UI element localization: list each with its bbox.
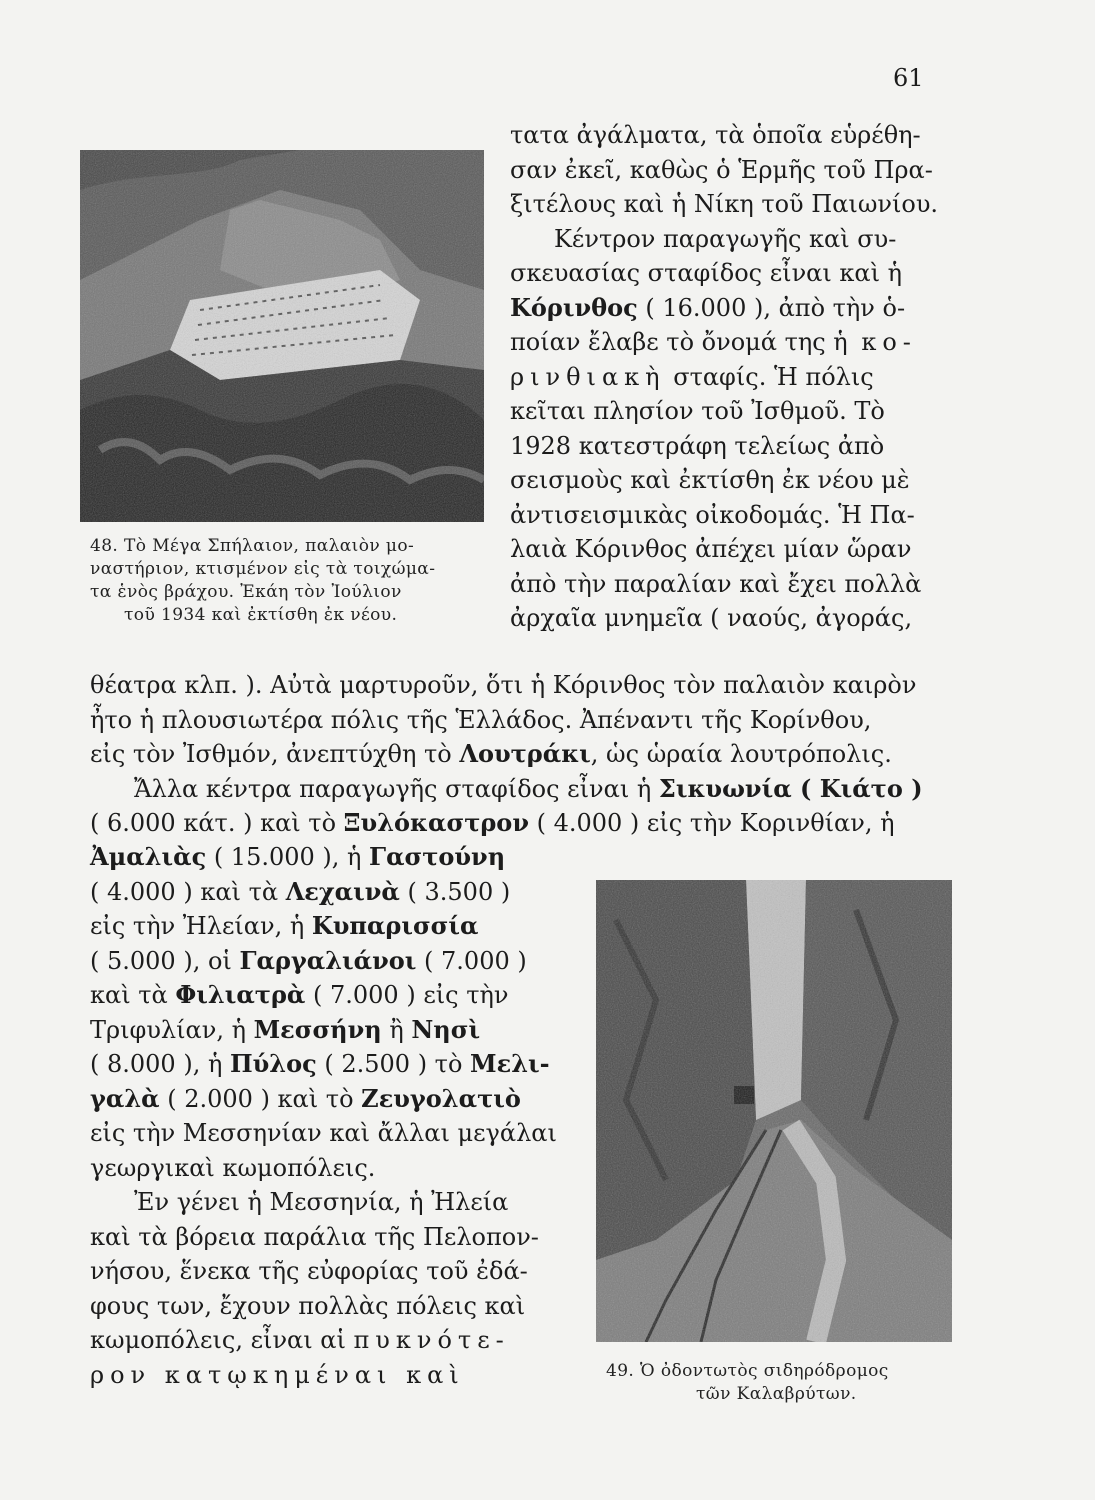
text-line: ( 4.000 ) καὶ τὰ Λεχαινὰ ( 3.500 ) (90, 876, 511, 906)
text-line: γεωργικαὶ κωμοπόλεις. (90, 1153, 376, 1182)
text-line: ξιτέλους καὶ ἡ Νίκη τοῦ Παιωνίου. (510, 190, 939, 218)
text-line: ἀντισεισμικὰς οἰκοδομάς. Ἡ Πα- (510, 500, 915, 529)
text-line: εἰς τὴν Ἠλείαν, ἡ Κυπαρισσία (90, 911, 479, 940)
place-name: Ζευγολατιὸ (361, 1083, 521, 1113)
place-name: Μελι- (470, 1049, 550, 1078)
text-line: Τριφυλίαν, ἡ Μεσσήνη ἢ Νησὶ (90, 1014, 481, 1044)
caption-line: 48. Τὸ Μέγα Σπήλαιον, παλαιὸν μο- (90, 536, 415, 556)
text-line: κεῖται πλησίον τοῦ Ἰσθμοῦ. Τὸ (510, 397, 885, 425)
text-line: σαν ἐκεῖ, καθὼς ὁ Ἑρμῆς τοῦ Πρα- (510, 155, 933, 184)
text-line: Κόρινθος ( 16.000 ), ἀπὸ τὴν ὁ- (510, 292, 906, 322)
place-name: Φιλιατρὰ (175, 980, 306, 1009)
text-line: Ἀμαλιὰς ( 15.000 ), ἡ Γαστούνη (90, 842, 506, 871)
caption-line: τοῦ 1934 καὶ ἐκτίσθη ἐκ νέου. (124, 605, 398, 625)
right-column-text (510, 118, 950, 636)
caption-line: 49. Ὁ ὀδοντωτὸς σιδηρόδρομος (606, 1361, 889, 1381)
text-line: λαιὰ Κόρινθος ἀπέχει μίαν ὥραν (510, 535, 912, 563)
place-name: γαλὰ (90, 1083, 160, 1113)
page-number: 61 (893, 64, 924, 92)
figure-49-caption (606, 1360, 889, 1406)
text-line: καὶ τὰ βόρεια παράλια τῆς Πελοπον- (90, 1222, 539, 1251)
text-line: ἀπὸ τὴν παραλίαν καὶ ἔχει πολλὰ (510, 569, 922, 598)
caption-line: τῶν Καλαβρύτων. (696, 1384, 857, 1404)
text-line: καὶ τὰ Φιλιατρὰ ( 7.000 ) εἰς τὴν (90, 980, 509, 1009)
place-name: Λουτράκι (459, 739, 591, 768)
place-name: Νησὶ (411, 1014, 481, 1044)
text-line: 1928 κατεστράφη τελείως ἀπὸ (510, 431, 885, 460)
place-name: Ἀμαλιὰς (90, 842, 207, 871)
text-line: εἰς τὴν Μεσσηνίαν καὶ ἄλλαι μεγάλαι (90, 1119, 557, 1147)
place-name: Κυπαρισσία (311, 911, 479, 940)
text-line: ἦτο ἡ πλουσιωτέρα πόλις τῆς Ἑλλάδος. Ἀπέναντι τῆς Κορίνθου, (90, 705, 872, 734)
monastery-photo (80, 150, 484, 522)
text-line: ( 6.000 κάτ. ) καὶ τὸ Ξυλόκαστρον ( 4.000 ) εἰς τὴν Κορινθίαν, ἡ (90, 808, 895, 837)
place-name: Μεσσήνη (253, 1014, 382, 1044)
place-name: Λεχαινὰ (285, 876, 400, 906)
text-line: ρινθιακὴ σταφίς. Ἡ πόλις (510, 362, 874, 391)
text-line: εἰς τὸν Ἰσθμόν, ἀνεπτύχθη τὸ Λουτράκι, ὡς ὡραία λουτρόπολις. (90, 739, 892, 768)
left-column-text (90, 840, 580, 1392)
place-name: Σικυωνία (658, 773, 792, 803)
text-line: ρον κατῳκημέναι καὶ (90, 1360, 465, 1389)
place-name: Πύλος (229, 1049, 317, 1078)
text-line: ( 8.000 ), ἡ Πύλος ( 2.500 ) τὸ Μελι- (90, 1049, 550, 1078)
place-name: Ξυλόκαστρον (343, 808, 529, 837)
place-name: Γαστούνη (369, 842, 506, 871)
text-line: σκευασίας σταφίδος εἶναι καὶ ἡ (510, 259, 903, 287)
text-line: Ἐν γένει ἡ Μεσσηνία, ἡ Ἠλεία (134, 1188, 509, 1216)
caption-line: τα ἑνὸς βράχου. Ἐκάη τὸν Ἰούλιον (90, 582, 402, 602)
text-line: ἀρχαῖα μνημεῖα ( ναούς, ἀγοράς, (510, 604, 913, 632)
place-name: Κόρινθος (510, 292, 638, 322)
full-width-text (90, 668, 950, 841)
text-line: τατα ἀγάλματα, τὰ ὁποῖα εὑρέθη- (510, 121, 921, 149)
text-line: κωμοπόλεις, εἶναι αἱ πυκνότε- (90, 1326, 510, 1354)
text-line: Κέντρον παραγωγῆς καὶ συ- (554, 224, 897, 253)
text-line: φους των, ἔχουν πολλὰς πόλεις καὶ (90, 1291, 526, 1320)
text-line: ( 5.000 ), οἱ Γαργαλιάνοι ( 7.000 ) (90, 945, 527, 975)
figure-48-caption (90, 535, 435, 627)
text-line: ποίαν ἔλαβε τὸ ὄνομά της ἡ κο- (510, 328, 917, 356)
text-line: γαλὰ ( 2.000 ) καὶ τὸ Ζευγολατιὸ (90, 1083, 521, 1113)
place-name: Γαργαλιάνοι (239, 945, 417, 975)
railway-gorge-photo (596, 880, 952, 1342)
text-line: Ἄλλα κέντρα παραγωγῆς σταφίδος εἶναι ἡ Σικυωνία ( Κιάτο ) (134, 773, 923, 803)
text-line: σεισμοὺς καὶ ἐκτίσθη ἐκ νέου μὲ (510, 466, 910, 494)
text-line: θέατρα κλπ. ). Αὐτὰ μαρτυροῦν, ὅτι ἡ Κόρινθος τὸν παλαιὸν καιρὸν (90, 671, 917, 699)
text-line: νήσου, ἕνεκα τῆς εὐφορίας τοῦ ἐδά- (90, 1257, 528, 1285)
caption-line: ναστήριον, κτισμένον εἰς τὰ τοιχώμα- (90, 559, 436, 579)
